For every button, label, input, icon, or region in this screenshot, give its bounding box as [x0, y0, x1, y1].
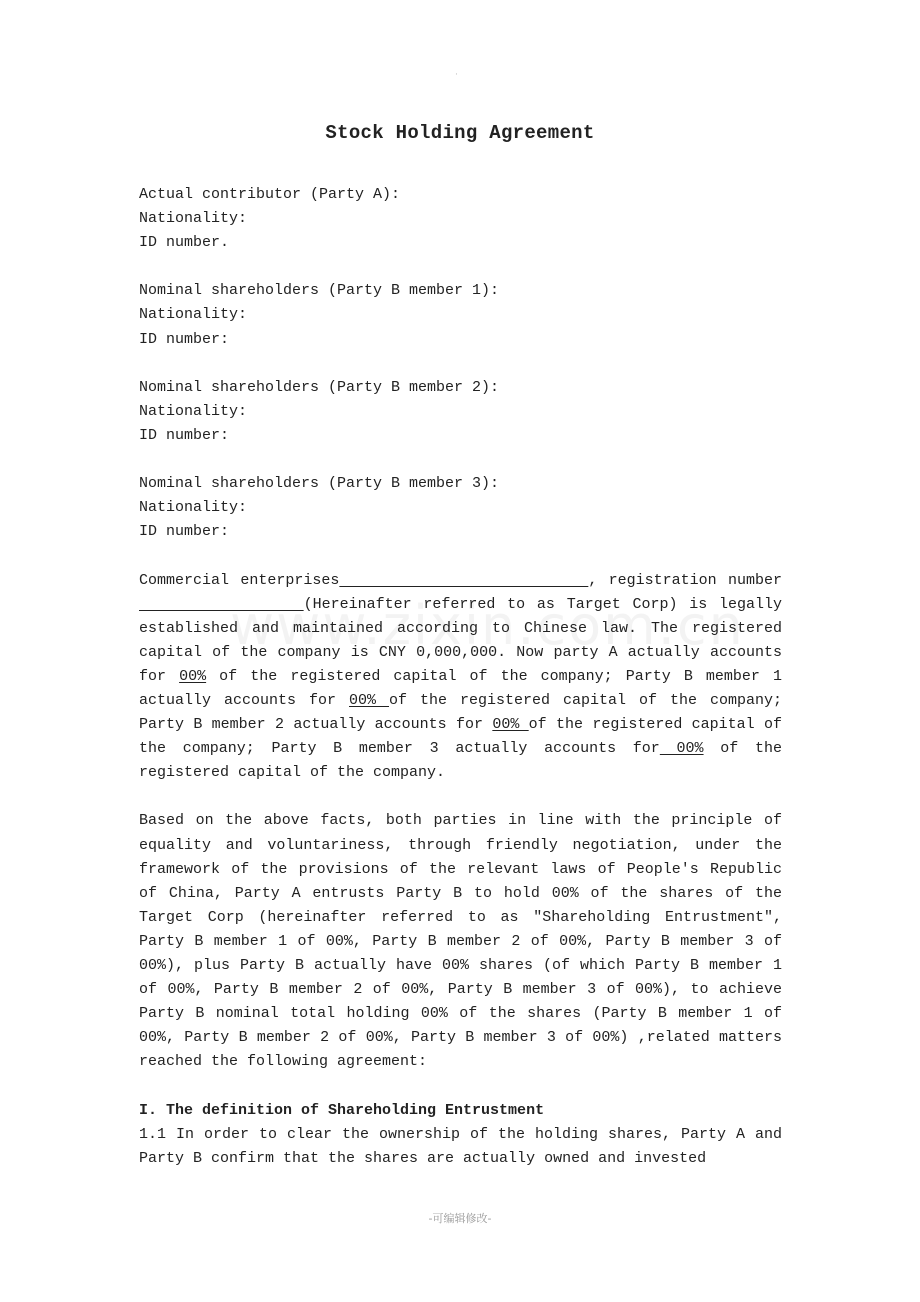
party-b3-id: ID number: [139, 523, 230, 541]
facts-paragraph [139, 569, 782, 786]
para1-text-7: of the registered capital of the company. [139, 740, 783, 782]
party-b2-label: Nominal shareholders (Party B member 2): [139, 378, 500, 396]
party-b2-nationality: Nationality: [139, 402, 248, 420]
document-title: Stock Holding Agreement [325, 122, 595, 144]
section-1-heading: I. The definition of Shareholding Entrustment [139, 1101, 545, 1119]
party-a-label: Actual contributor (Party A): [139, 186, 401, 203]
para1-text-2: , registration number [588, 571, 782, 589]
party-b3-percentage: 00% [659, 740, 704, 758]
party-b3-label: Nominal shareholders (Party B member 3): [139, 475, 500, 493]
footer-note: -可编辑修改- [428, 1212, 492, 1225]
party-b1-percentage: 00% [349, 691, 389, 709]
section-1-text: 1.1 In order to clear the ownership of the holding shares, Party A and Party B confirm that the shares are actually owned and invested [139, 1125, 782, 1167]
party-a-percentage: 00% [179, 667, 207, 685]
party-b2-percentage: 00% [492, 716, 529, 734]
para1-text-5: of the registered capital of the company; Party B member 2 actually accounts for [139, 691, 782, 734]
party-a-nationality: Nationality: [139, 210, 248, 228]
party-b1-id: ID number: [139, 330, 230, 348]
party-b1-label: Nominal shareholders (Party B member 1): [139, 282, 500, 300]
agreement-basis-paragraph: Based on the above facts, both parties in line with the principle of equality and voluntariness, through friendly negotiation, under the framework of the provisions of the relevant laws of People's Republic of China, Party A entrusts Party B to hold 00% of the shares of the Target Corp (hereinafter referred to as "Shareholding Entrustment", Party B member 1 of 00%, Party B member 2 of 00%, Party B member 3 of 00%), plus Party B actually have 00% shares (of which Party B member 1 of 00%, Party B member 2 of 00%, Party B member 3 of 00%), to achieve Party B nominal total holding 00% of the shares (Party B member 1 of 00%, Party B member 2 of 00%, Party B member 3 of 00%) ,related matters reached the following agreement: [139, 812, 782, 1071]
para1-text-4: of the registered capital of the company; Party B member 1 actually accounts for [139, 667, 782, 709]
header-mark: · [455, 70, 458, 80]
party-b3-nationality: Nationality: [139, 499, 248, 517]
para1-text-6: of the registered capital of the company; Party B member 3 actually accounts for [139, 716, 783, 758]
registration-number-blank [139, 596, 304, 613]
party-b2-id: ID number: [139, 426, 230, 444]
para1-text-3: (Hereinafter referred to as Target Corp) is legally established and maintained according to Chinese law. The registered capital of the company is CNY 0,000,000. Now party A actually accounts for [139, 595, 782, 685]
document-body [139, 183, 782, 1171]
party-a-id: ID number. [139, 234, 230, 252]
company-name-blank [339, 572, 588, 589]
para1-text-1: Commercial enterprises [139, 571, 340, 589]
party-b1-nationality: Nationality: [139, 306, 248, 324]
